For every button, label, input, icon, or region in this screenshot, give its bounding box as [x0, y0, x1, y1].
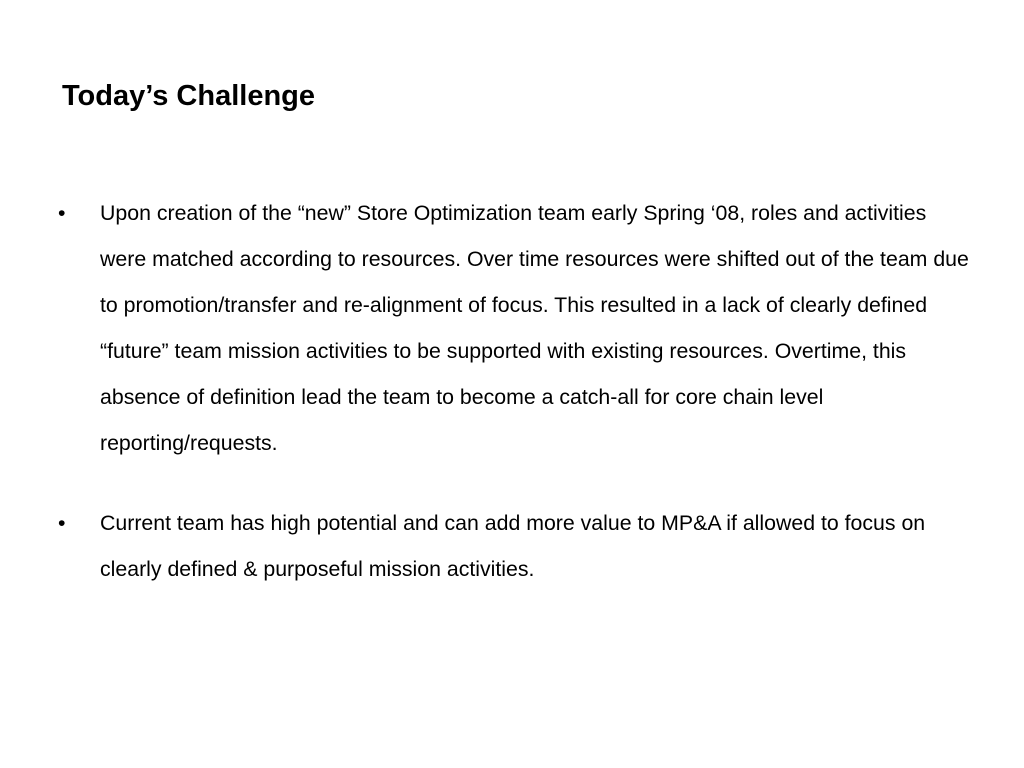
- bullet-text: Upon creation of the “new” Store Optimization team early Spring ‘08, roles and activities were matched according to resources. Over time resources were shifted out of the team due to promotion/transfer and re-alignment of focus. This resulted in a lack of clearly defined “future” team mission activities to be supported with existing resources. Overtime, this absence of definition lead the team to become a catch-all for core chain level reporting/requests.: [100, 201, 969, 455]
- bullet-item-team-potential: [58, 500, 978, 592]
- bullet-icon: •: [58, 511, 66, 535]
- slide-title: Today’s Challenge: [62, 80, 315, 112]
- bullet-icon: •: [58, 201, 66, 225]
- bullet-list: [58, 190, 978, 592]
- bullet-text: Current team has high potential and can add more value to MP&A if allowed to focus on clearly defined & purposeful mission activities.: [100, 511, 926, 581]
- bullet-item-challenge-history: [58, 190, 978, 466]
